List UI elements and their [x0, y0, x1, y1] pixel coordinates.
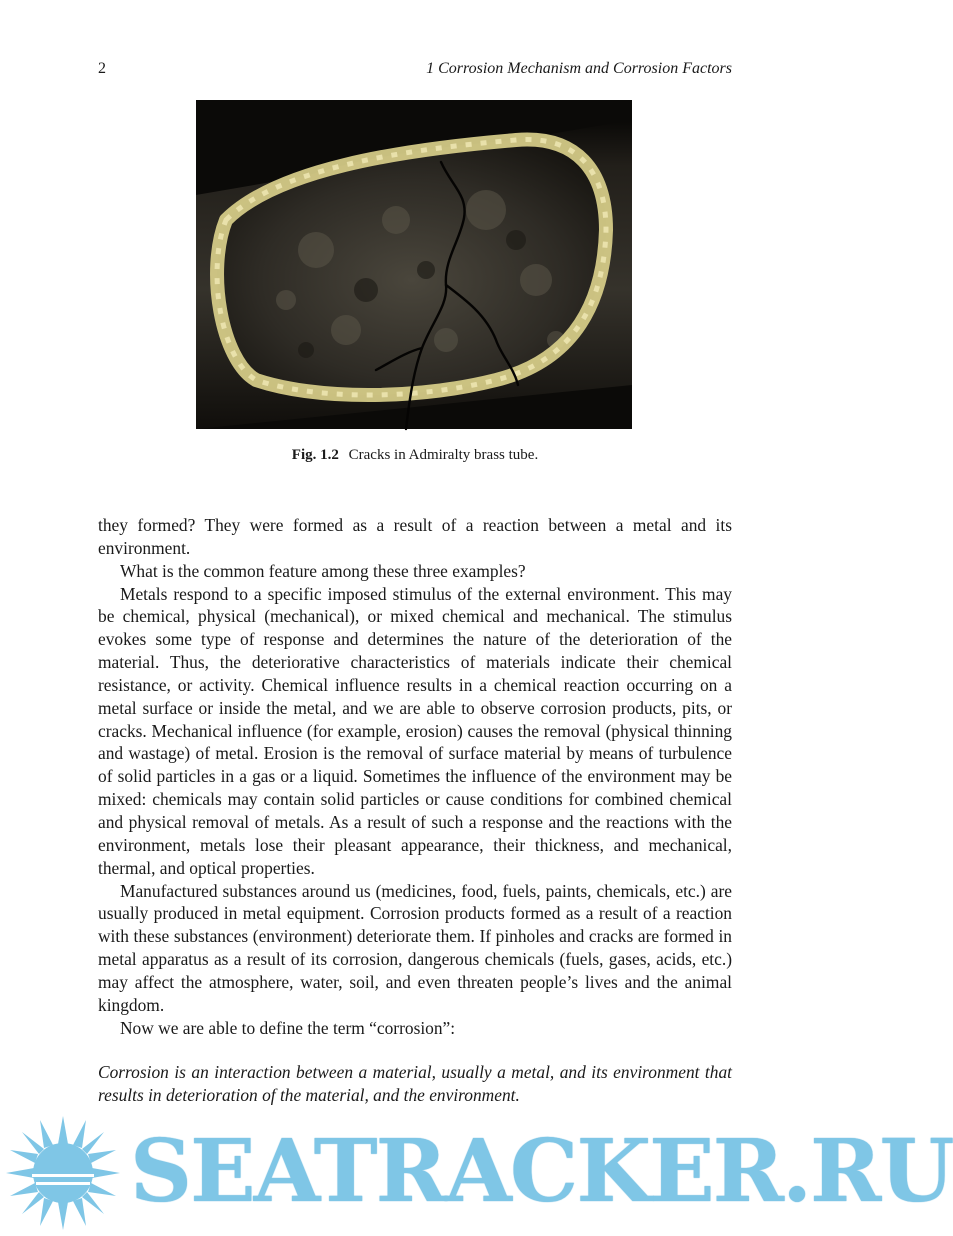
figure-label: Fig. 1.2	[291, 447, 339, 463]
figure-caption	[98, 447, 732, 464]
figure-caption-text: Cracks in Admiralty brass tube.	[348, 447, 539, 463]
sun-icon	[4, 1114, 122, 1232]
watermark	[0, 1112, 953, 1230]
paragraph-4: Manufactured substances around us (medicines, food, fuels, paints, chemicals, etc.) are usually produced in metal equipment. Corrosion products formed as a result of a reaction with these substances (environment) deteriorate them. If pinholes and cracks are formed in metal apparatus as a result of its corrosion, dangerous chemicals (fuels, gases, acids, etc.) may affect the atmosphere, water, soil, and even threaten people’s lives and the animal kingdom.	[98, 880, 732, 1015]
corrosion-definition: Corrosion is an interaction between a material, usually a metal, and its environment that results in deterioration of the material, and the environment.	[98, 1062, 732, 1105]
body-text	[98, 514, 732, 1039]
figure-photo-cracked-brass-tube	[196, 100, 632, 429]
paragraph-2: What is the common feature among these three examples?	[120, 560, 526, 581]
watermark-text: SEATRACKER.RU	[130, 1121, 953, 1222]
paragraph-5: Now we are able to define the term “corrosion”:	[120, 1017, 456, 1038]
paragraph-3: Metals respond to a specific imposed stimulus of the external environment. This may be chemical, physical (mechanical), or mixed chemical and mechanical. The stimulus evokes some type of response and determines the nature of the deterioration of the material. Thus, the deteriorative characteristics of materials indicate their chemical resistance, or activity. Chemical influence results in a chemical reaction occurring on a metal surface or inside the metal, and we are able to observe corrosion products, pits, or cracks. Mechanical influence (for example, erosion) causes the removal (physical thinning and wastage) of metal. Erosion is the removal of surface material by means of turbulence of solid particles in a gas or a liquid. Sometimes the influence of the environment may be mixed: chemicals may contain solid particles or cause conditions for combined chemical and physical removal of metals. As a result of such a response and the reactions with the environment, metals lose their pleasant appearance, their thickness, and mechanical, thermal, and optical properties.	[98, 583, 732, 878]
page-header	[98, 60, 732, 84]
paragraph-1: they formed? They were formed as a result of a reaction between a metal and its environment.	[98, 515, 732, 558]
running-head: 1 Corrosion Mechanism and Corrosion Factors	[426, 60, 732, 77]
page-number: 2	[98, 60, 106, 77]
